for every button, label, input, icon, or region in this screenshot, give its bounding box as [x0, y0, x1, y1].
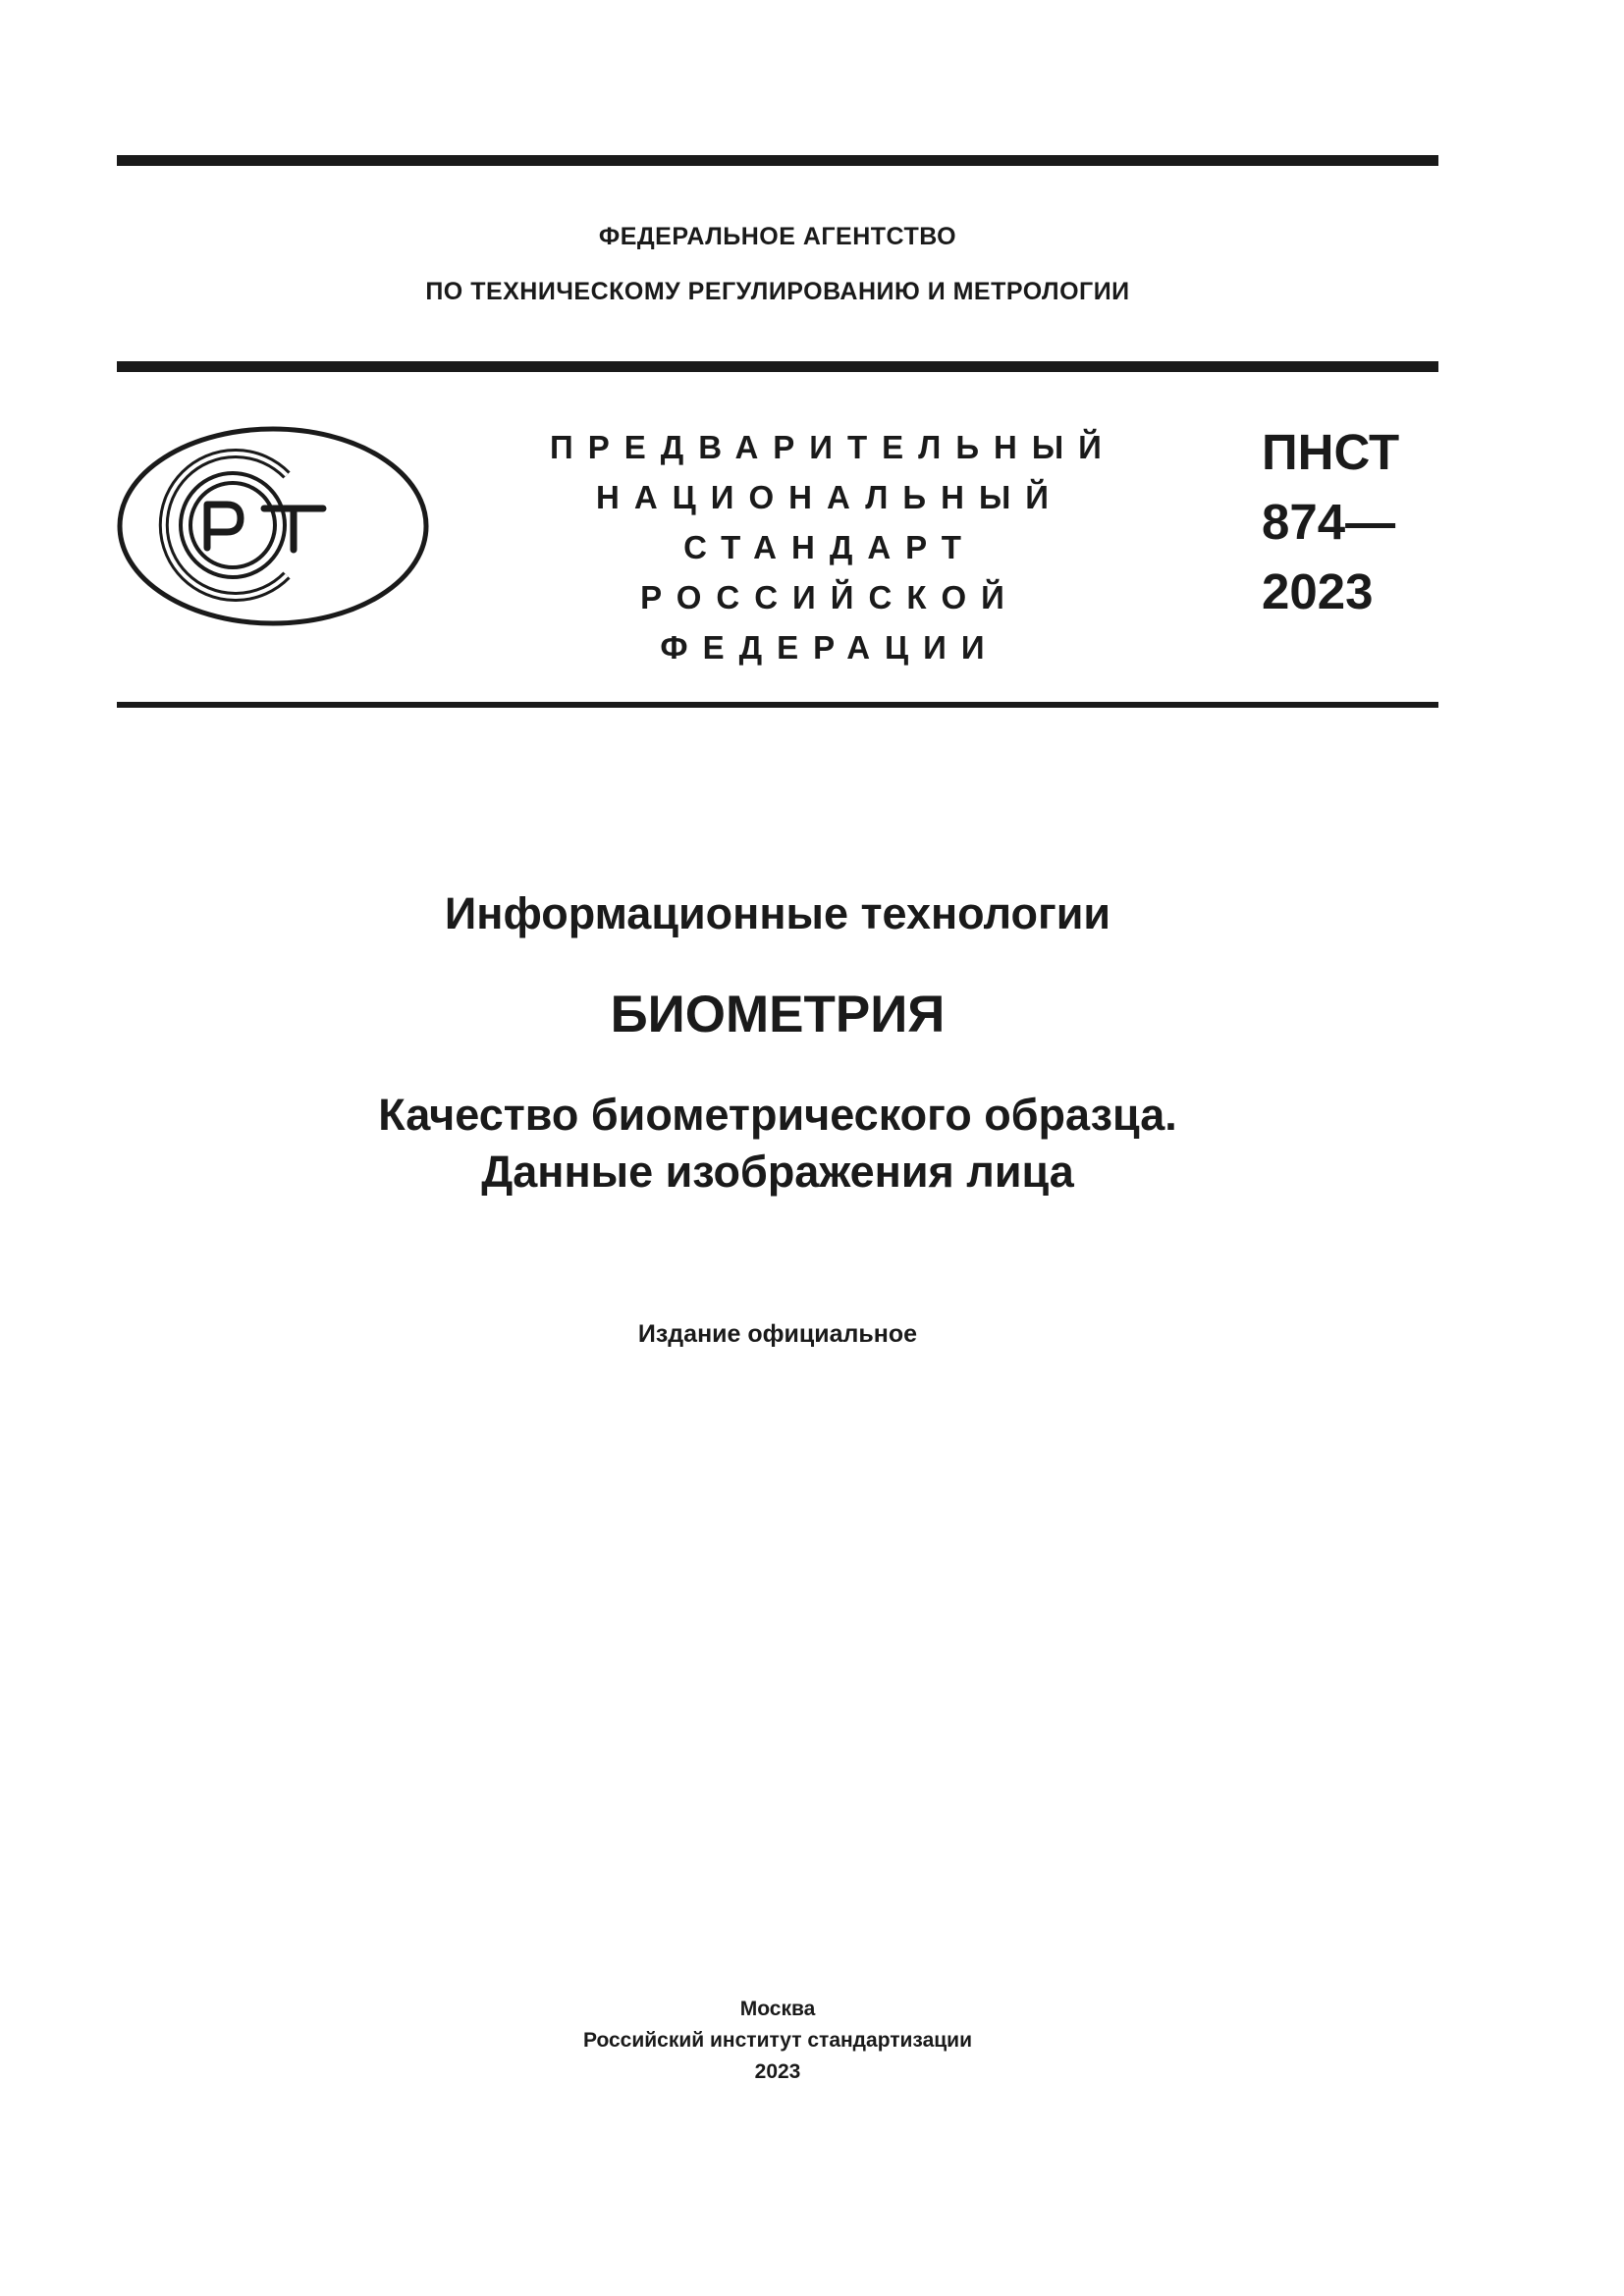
imprint: [117, 1994, 1438, 2088]
title-area: Информационные технологии: [444, 888, 1111, 938]
standard-kind-line: НАЦИОНАЛЬНЫЙ: [596, 479, 1063, 515]
header-bottom-rule: [117, 702, 1438, 708]
title-sub: [117, 1087, 1438, 1201]
agency-line-1: ФЕДЕРАЛЬНОЕ АГЕНТСТВО: [598, 223, 957, 250]
imprint-year: 2023: [754, 2060, 801, 2083]
standard-kind-line: ФЕДЕРАЦИИ: [660, 629, 1000, 666]
title-sub-line-2: Данные изображения лица: [481, 1147, 1074, 1197]
designation-prefix: ПНСТ: [1262, 424, 1400, 480]
imprint-publisher: Российский институт стандартизации: [582, 2029, 973, 2052]
header-rule: [117, 361, 1438, 372]
standard-kind-line: ПРЕДВАРИТЕЛЬНЫЙ: [550, 429, 1116, 465]
standard-designation: [1262, 417, 1399, 626]
imprint-city: Москва: [739, 1998, 816, 2020]
standard-kind: [550, 422, 1116, 672]
agency-line-2: ПО ТЕХНИЧЕСКОМУ РЕГУЛИРОВАНИЮ И МЕТРОЛОГИИ: [425, 278, 1130, 305]
standard-kind-line: РОССИЙСКОЙ: [640, 579, 1019, 615]
designation-number: 874—: [1262, 494, 1396, 550]
title-sub-line-1: Качество биометрического образца.: [378, 1090, 1177, 1140]
title-main: БИОМЕТРИЯ: [610, 986, 946, 1043]
designation-year: 2023: [1262, 563, 1374, 619]
top-rule: [117, 155, 1438, 166]
edition-note: Издание официальное: [637, 1320, 918, 1348]
standard-kind-line: СТАНДАРТ: [683, 529, 976, 565]
rst-gost-logo-icon: [117, 426, 429, 626]
